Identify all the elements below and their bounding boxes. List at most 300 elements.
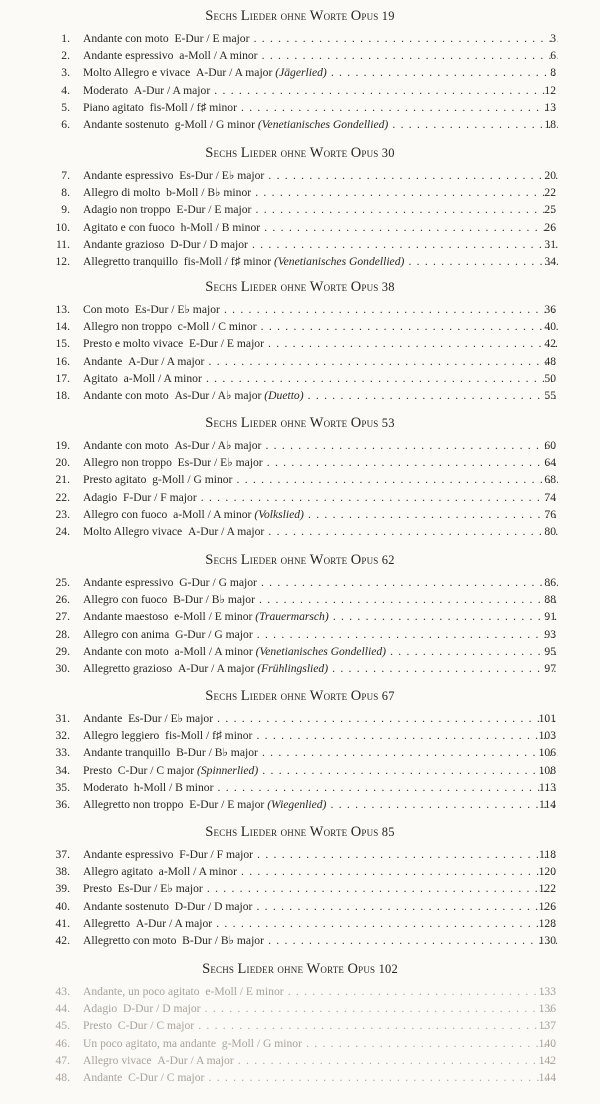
tempo-marking: Allegro agitato	[83, 865, 153, 879]
section-title-part: W	[306, 961, 321, 977]
key-signature: A-Dur / A major	[177, 661, 255, 675]
list-item[interactable]	[0, 301, 600, 318]
page-number: 64	[544, 456, 556, 470]
entry-title	[83, 710, 558, 727]
entry-number: 27.	[55, 610, 70, 624]
tempo-marking: Allegretto	[83, 916, 131, 930]
entry-title	[83, 1017, 558, 1034]
entry-number: 14.	[55, 320, 70, 334]
page-number: 60	[544, 439, 556, 452]
key-signature: h-Moll / B minor	[180, 220, 261, 234]
entry-title	[83, 184, 558, 201]
page-number: 122	[538, 882, 556, 896]
section-title-part: pus 30	[361, 146, 395, 160]
list-item[interactable]	[0, 437, 600, 454]
page-number: 91	[544, 610, 556, 624]
entry-number: 23.	[55, 507, 70, 521]
list-item[interactable]	[0, 915, 600, 932]
tempo-marking: Andante maestoso	[83, 610, 169, 624]
list-item[interactable]	[0, 99, 600, 116]
list-item[interactable]	[0, 387, 600, 404]
page-number: 118	[539, 848, 556, 861]
page-number: 133	[538, 985, 556, 998]
entry-number: 25.	[55, 576, 70, 589]
tempo-marking: Allegro con fuoco	[83, 593, 168, 607]
piece-subtitle: (Spinnerlied)	[197, 763, 259, 777]
key-signature: C-Dur / C major	[128, 1070, 205, 1084]
section-title-part: orte	[323, 9, 351, 23]
list-item[interactable]	[0, 1052, 600, 1069]
section-title-part: O	[347, 961, 359, 977]
entry-title	[83, 301, 558, 318]
entry-title	[83, 116, 558, 133]
section-title-part: L	[240, 279, 250, 295]
entry-number: 7.	[61, 169, 70, 182]
section-title-part: echs	[213, 689, 241, 703]
key-signature: fis-Moll / f♯ minor	[149, 100, 237, 114]
entry-title	[83, 591, 558, 608]
page-number: 86	[544, 576, 556, 589]
page-number: 55	[544, 388, 556, 402]
entry-title	[83, 167, 558, 184]
entry-number: 40.	[55, 899, 70, 913]
key-signature: D-Dur / D major	[174, 899, 253, 913]
piece-subtitle: (Volkslied)	[254, 507, 304, 521]
opus-section	[0, 143, 600, 270]
list-item[interactable]	[0, 219, 600, 236]
list-item[interactable]	[0, 643, 600, 660]
opus-section	[0, 550, 600, 677]
section-title-part: S	[205, 8, 214, 24]
page-number: 142	[538, 1053, 556, 1067]
entry-number: 36.	[55, 797, 70, 811]
key-signature: G-Dur / G major	[175, 627, 253, 641]
section-title-part: pus 53	[361, 416, 395, 430]
entry-number: 12.	[55, 254, 70, 268]
section-title-part: L	[240, 145, 250, 161]
section-title-part: orte	[323, 416, 351, 430]
list-item[interactable]	[0, 370, 600, 387]
section-title	[0, 822, 600, 842]
entry-number: 22.	[55, 490, 70, 504]
section-title-part: orte	[323, 553, 351, 567]
key-signature: A-Dur / A major	[133, 83, 211, 97]
key-signature: F-Dur / F major	[122, 490, 197, 504]
entry-number: 13.	[55, 303, 70, 316]
list-item[interactable]	[0, 626, 600, 643]
entry-title	[83, 335, 558, 352]
entry-title	[83, 523, 558, 540]
section-title-part: W	[309, 279, 324, 295]
entry-number: 29.	[55, 644, 70, 658]
tempo-marking: Andante, un poco agitato	[83, 985, 200, 998]
entry-title	[83, 1069, 558, 1086]
entry-title	[83, 898, 558, 915]
tempo-marking: Presto	[83, 1019, 112, 1033]
entry-title	[83, 915, 558, 932]
list-item[interactable]	[0, 1069, 600, 1086]
piece-subtitle: (Jägerlied)	[275, 66, 327, 80]
key-signature: F-Dur / F major	[179, 848, 254, 861]
tempo-marking: Agitato	[83, 371, 118, 385]
key-signature: fis-Moll / f♯ minor	[165, 729, 253, 743]
page-number: 101	[538, 712, 556, 725]
list-item[interactable]	[0, 796, 600, 813]
key-signature: A-Dur / A major	[157, 1053, 234, 1067]
list-item[interactable]	[0, 574, 600, 591]
key-signature: Es-Dur / E♭ major	[117, 882, 203, 896]
page-number: 144	[538, 1070, 556, 1084]
tempo-marking: Andante	[83, 712, 123, 725]
entry-number: 28.	[55, 627, 70, 641]
page-number: 50	[544, 371, 556, 385]
section-title-part: pus 19	[361, 9, 395, 23]
tempo-marking: Andante con moto	[83, 439, 169, 452]
piece-subtitle: (Trauermarsch)	[255, 610, 329, 624]
list-item[interactable]	[0, 353, 600, 370]
list-item[interactable]	[0, 82, 600, 99]
opus-section	[0, 6, 600, 133]
entry-number: 6.	[61, 117, 70, 131]
key-signature: A-Dur / A major	[196, 66, 273, 80]
section-title-part: pus 38	[361, 280, 395, 294]
entry-number: 45.	[55, 1019, 70, 1033]
entry-number: 31.	[55, 712, 70, 725]
key-signature: c-Moll / C minor	[177, 320, 257, 334]
opus-section	[0, 277, 600, 404]
section-title-part: S	[205, 279, 214, 295]
section-title-part: W	[309, 145, 324, 161]
list-item[interactable]	[0, 932, 600, 949]
section-title-part: O	[350, 279, 362, 295]
section-title-part: ieder ohne	[249, 280, 310, 294]
list-item[interactable]	[0, 846, 600, 863]
tempo-marking: Con moto	[83, 303, 130, 316]
entry-title	[83, 932, 558, 949]
section-title-part: W	[309, 415, 324, 431]
key-signature: As-Dur / A♭ major	[174, 388, 262, 402]
list-item[interactable]	[0, 454, 600, 471]
tempo-marking: Molto Allegro vivace	[83, 524, 183, 538]
list-item[interactable]	[0, 471, 600, 488]
tempo-marking: Andante con moto	[83, 32, 169, 45]
piece-subtitle: (Frühlingslied)	[257, 661, 329, 675]
tempo-marking: Allegro di molto	[83, 186, 161, 200]
section-title-part: orte	[323, 146, 351, 160]
key-signature: g-Moll / G minor	[152, 473, 233, 487]
list-item[interactable]	[0, 489, 600, 506]
tempo-marking: Moderato	[83, 83, 129, 97]
key-signature: D-Dur / D major	[122, 1002, 201, 1016]
tempo-marking: Presto agitato	[83, 473, 147, 487]
page-number: 36	[544, 303, 556, 316]
entry-title	[83, 489, 558, 506]
page-number: 8	[550, 66, 556, 80]
section-title-part: O	[350, 552, 362, 568]
key-signature: B-Dur / B♭ major	[176, 746, 258, 760]
tempo-marking: Piano agitato	[83, 100, 144, 114]
entry-number: 33.	[55, 746, 70, 760]
entry-title	[83, 608, 558, 625]
entry-title	[83, 863, 558, 880]
entry-number: 44.	[55, 1002, 70, 1016]
entry-title	[83, 47, 558, 64]
entry-number: 48.	[55, 1070, 70, 1084]
page-number: 108	[538, 763, 556, 777]
list-item[interactable]	[0, 335, 600, 352]
key-signature: a-Moll / A minor	[123, 371, 202, 385]
entry-title	[83, 82, 558, 99]
entry-title	[83, 983, 558, 1000]
tempo-marking: Molto Allegro e vivace	[83, 66, 191, 80]
section-title-part: echs	[213, 825, 241, 839]
entry-number: 3.	[61, 66, 70, 80]
list-item[interactable]	[0, 727, 600, 744]
section-title	[0, 959, 600, 979]
section-title-part: L	[240, 415, 250, 431]
key-signature: a-Moll / A minor	[174, 644, 253, 658]
section-title-part: L	[237, 961, 247, 977]
page-number: 48	[544, 354, 556, 368]
page-number: 20	[544, 169, 556, 182]
entry-title	[83, 880, 558, 897]
list-item[interactable]	[0, 1035, 600, 1052]
section-title-part: L	[240, 552, 250, 568]
tempo-marking: Allegro con fuoco	[83, 507, 168, 521]
key-signature: As-Dur / A♭ major	[174, 439, 262, 452]
list-item[interactable]	[0, 779, 600, 796]
entry-title	[83, 454, 558, 471]
page-number: 6	[550, 49, 556, 63]
section-title-part: S	[205, 688, 214, 704]
list-item[interactable]	[0, 47, 600, 64]
entry-number: 34.	[55, 763, 70, 777]
section-title-part: O	[350, 415, 362, 431]
key-signature: b-Moll / B♭ minor	[166, 186, 252, 200]
list-item[interactable]	[0, 236, 600, 253]
entry-title	[83, 762, 558, 779]
list-item[interactable]	[0, 116, 600, 133]
list-item[interactable]	[0, 167, 600, 184]
page-number: 128	[538, 916, 556, 930]
list-item[interactable]	[0, 64, 600, 81]
entry-number: 1.	[61, 32, 70, 45]
tempo-marking: Andante	[83, 354, 123, 368]
page-number: 40	[544, 320, 556, 334]
section-title-part: ieder ohne	[246, 962, 307, 976]
page-number: 103	[538, 729, 556, 743]
key-signature: a-Moll / A minor	[173, 507, 252, 521]
list-item[interactable]	[0, 762, 600, 779]
piece-subtitle: (Venetianisches Gondellied)	[257, 117, 389, 131]
entry-number: 32.	[55, 729, 70, 743]
key-signature: G-Dur / G major	[179, 576, 257, 589]
section-title-part: ieder ohne	[249, 9, 310, 23]
key-signature: g-Moll / G minor	[221, 1036, 302, 1050]
section-title	[0, 6, 600, 26]
section-title-part: L	[240, 8, 250, 24]
list-item[interactable]	[0, 983, 600, 1000]
tempo-marking: Allegro con anima	[83, 627, 170, 641]
section-title-part: echs	[213, 553, 241, 567]
key-signature: Es-Dur / E♭ major	[179, 169, 265, 182]
list-item[interactable]	[0, 880, 600, 897]
tempo-marking: Andante espressivo	[83, 169, 174, 182]
section-title	[0, 143, 600, 163]
section-title-part: orte	[320, 962, 348, 976]
page-number: 13	[544, 100, 556, 114]
list-item[interactable]	[0, 253, 600, 270]
section-title-part: W	[309, 688, 324, 704]
entry-title	[83, 353, 558, 370]
page-number: 18	[544, 117, 556, 131]
entry-number: 30.	[55, 661, 70, 675]
entry-title	[83, 744, 558, 761]
section-title-part: O	[350, 8, 362, 24]
entry-title	[83, 574, 558, 591]
page-number: 34	[544, 254, 556, 268]
entry-number: 39.	[55, 882, 70, 896]
section-title-part: S	[205, 824, 214, 840]
tempo-marking: Moderato	[83, 780, 129, 794]
tempo-marking: Presto	[83, 763, 112, 777]
key-signature: B-Dur / B♭ major	[173, 593, 255, 607]
section-title-part: pus 62	[361, 553, 395, 567]
opus-section	[0, 822, 600, 949]
tempo-marking: Un poco agitato, ma andante	[83, 1036, 216, 1050]
page-number: 140	[538, 1036, 556, 1050]
list-item[interactable]	[0, 591, 600, 608]
piece-subtitle: (Venetianisches Gondellied)	[273, 254, 405, 268]
key-signature: A-Dur / A major	[128, 354, 205, 368]
key-signature: D-Dur / D major	[170, 237, 248, 251]
page-number: 25	[544, 203, 556, 217]
section-title-part: S	[202, 961, 211, 977]
entry-number: 9.	[61, 203, 70, 217]
section-title-part: echs	[213, 146, 241, 160]
key-signature: C-Dur / C major	[117, 1019, 195, 1033]
list-item[interactable]	[0, 318, 600, 335]
entry-title	[83, 201, 558, 218]
key-signature: C-Dur / C major	[117, 763, 195, 777]
section-title	[0, 686, 600, 706]
page-number: 31	[544, 237, 556, 251]
list-item[interactable]	[0, 1000, 600, 1017]
tempo-marking: Andante	[83, 1070, 123, 1084]
list-item[interactable]	[0, 898, 600, 915]
entry-number: 47.	[55, 1053, 70, 1067]
tempo-marking: Allegro non troppo	[83, 320, 172, 334]
section-title-part: L	[240, 688, 250, 704]
list-item[interactable]	[0, 710, 600, 727]
tempo-marking: Andante grazioso	[83, 237, 165, 251]
entry-number: 17.	[55, 371, 70, 385]
list-item[interactable]	[0, 506, 600, 523]
section-title-part: ieder ohne	[249, 553, 310, 567]
page-number: 80	[544, 524, 556, 538]
entry-title	[83, 318, 558, 335]
section-title-part: W	[309, 552, 324, 568]
entry-title	[83, 1035, 558, 1052]
page-number: 106	[538, 746, 556, 760]
section-title-part: O	[350, 688, 362, 704]
key-signature: fis-Moll / f♯ minor	[183, 254, 272, 268]
list-item[interactable]	[0, 863, 600, 880]
entry-title	[83, 1052, 558, 1069]
section-title-part: echs	[210, 962, 238, 976]
tempo-marking: Andante sostenuto	[83, 117, 169, 131]
key-signature: Es-Dur / E♭ major	[134, 303, 220, 316]
list-item[interactable]	[0, 1017, 600, 1034]
piece-subtitle: (Duetto)	[264, 388, 304, 402]
section-title-part: S	[205, 145, 214, 161]
tempo-marking: Adagio	[83, 490, 118, 504]
entry-number: 10.	[55, 220, 70, 234]
page-number: 68	[544, 473, 556, 487]
section-title-part: ieder ohne	[249, 689, 310, 703]
page-number: 114	[539, 797, 556, 811]
entry-number: 20.	[55, 456, 70, 470]
entry-number: 26.	[55, 593, 70, 607]
page-number: 76	[544, 507, 556, 521]
key-signature: E-Dur / E major	[174, 32, 250, 45]
page-number: 120	[538, 865, 556, 879]
entry-number: 37.	[55, 848, 70, 861]
page-number: 126	[538, 899, 556, 913]
entry-title	[83, 99, 558, 116]
tempo-marking: Allegro leggiero	[83, 729, 160, 743]
list-item[interactable]	[0, 201, 600, 218]
list-item[interactable]	[0, 660, 600, 677]
list-item[interactable]	[0, 608, 600, 625]
section-title-part: pus 85	[361, 825, 395, 839]
entry-number: 2.	[61, 49, 70, 63]
page-number: 88	[544, 593, 556, 607]
entry-number: 24.	[55, 524, 70, 538]
entry-number: 11.	[55, 237, 70, 251]
list-item[interactable]	[0, 30, 600, 47]
list-item[interactable]	[0, 744, 600, 761]
tempo-marking: Presto	[83, 882, 112, 896]
entry-number: 42.	[55, 933, 70, 947]
section-title-part: S	[205, 552, 214, 568]
list-item[interactable]	[0, 184, 600, 201]
entry-title	[83, 626, 558, 643]
key-signature: A-Dur / A major	[135, 916, 213, 930]
key-signature: E-Dur / E major	[176, 203, 252, 217]
section-title-part: pus 102	[358, 962, 398, 976]
opus-section	[0, 413, 600, 540]
section-title-part: ieder ohne	[249, 416, 310, 430]
section-title-part: ieder ohne	[249, 825, 310, 839]
section-title-part: O	[350, 145, 362, 161]
entry-number: 43.	[55, 985, 70, 998]
key-signature: Es-Dur / E♭ major	[177, 456, 263, 470]
entry-number: 16.	[55, 354, 70, 368]
key-signature: g-Moll / G minor	[174, 117, 255, 131]
opus-section	[0, 959, 600, 1086]
entry-title	[83, 643, 558, 660]
entry-title	[83, 471, 558, 488]
list-item[interactable]	[0, 523, 600, 540]
page-number: 113	[539, 780, 556, 794]
entry-title	[83, 370, 558, 387]
entry-title	[83, 253, 558, 270]
tempo-marking: Andante tranquillo	[83, 746, 171, 760]
page-number: 22	[544, 186, 556, 200]
section-title-part: pus 67	[361, 689, 395, 703]
piece-subtitle: (Venetianisches Gondellied)	[255, 644, 387, 658]
